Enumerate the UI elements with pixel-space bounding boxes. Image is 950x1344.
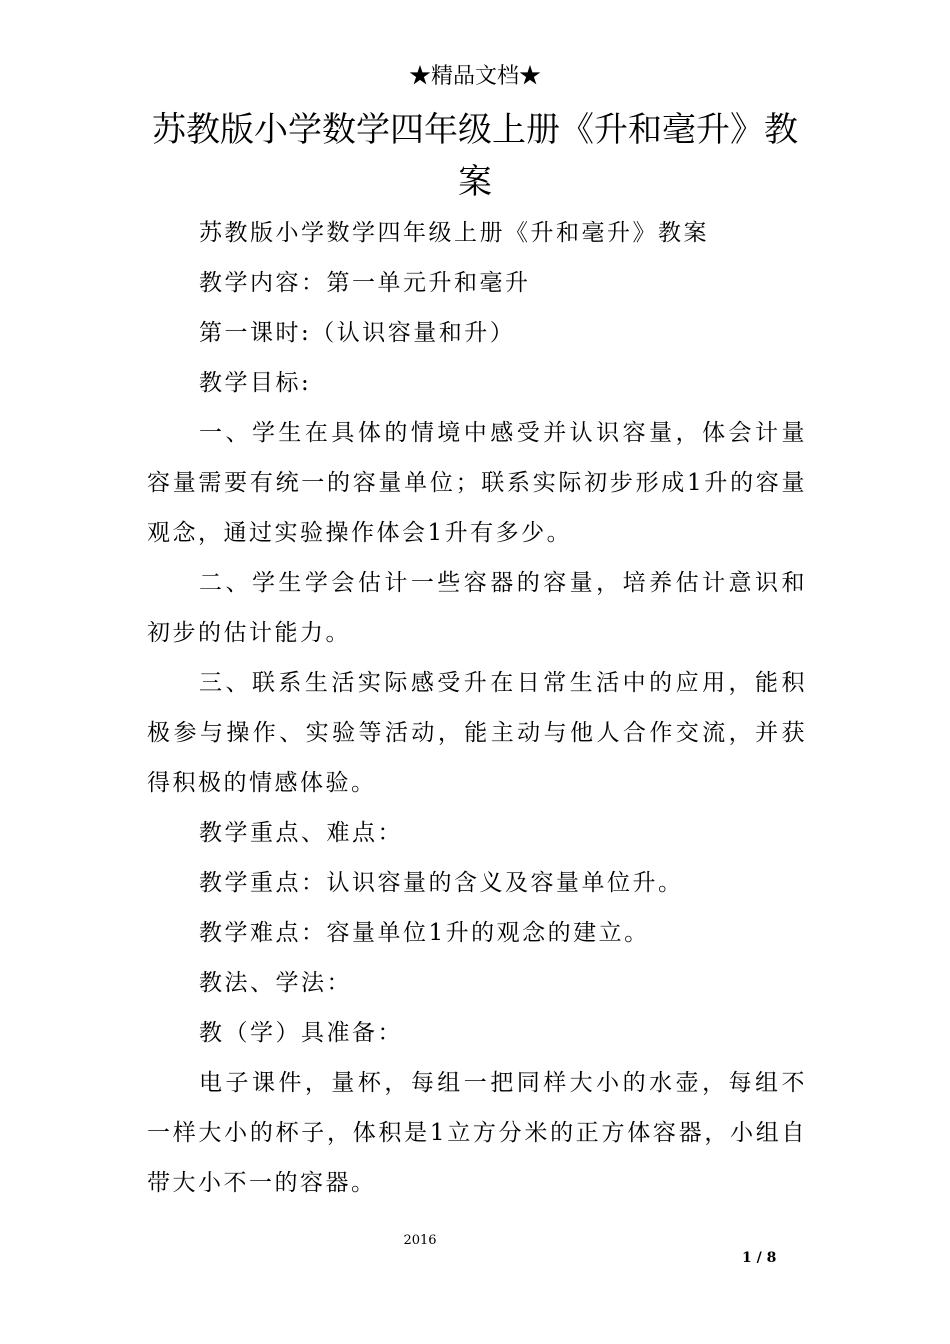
paragraph: 教学难点：容量单位1升的观念的建立。: [199, 920, 650, 946]
doc-body: [147, 208, 807, 1208]
paragraph: 二、学生学会估计一些容器的容量，培养估计意识和初步的估计能力。: [147, 570, 807, 646]
paragraph: 一、学生在具体的情境中感受并认识容量，体会计量容量需要有统一的容量单位；联系实际初步形成1升的容量观念，通过实验操作体会1升有多少。: [147, 420, 807, 546]
paragraph: 电子课件，量杯，每组一把同样大小的水壶，每组不一样大小的杯子，体积是1立方分米的正方体容器，小组自带大小不一的容器。: [147, 1070, 807, 1196]
page-number: 1 / 8: [742, 1250, 777, 1266]
paragraph: 苏教版小学数学四年级上册《升和毫升》教案: [199, 220, 709, 246]
paragraph: 教学目标:: [199, 370, 312, 396]
paragraph: 教学内容：第一单元升和毫升: [199, 270, 531, 296]
paragraph: 第一课时:（认识容量和升）: [199, 320, 516, 346]
footer-year: 2016: [403, 1233, 437, 1248]
paragraph: 教学重点、难点：: [199, 820, 403, 846]
doc-title: 苏教版小学数学四年级上册《升和毫升》教案: [152, 110, 798, 202]
paragraph: 三、联系生活实际感受升在日常生活中的应用，能积极参与操作、实验等活动，能主动与他人合作交流，并获得积极的情感体验。: [147, 670, 807, 796]
paragraph: 教学重点：认识容量的含义及容量单位升。: [199, 870, 684, 896]
paragraph: 教法、学法：: [199, 970, 352, 996]
doc-header: ★精品文档★: [408, 64, 541, 89]
paragraph: 教（学）具准备：: [199, 1020, 403, 1046]
